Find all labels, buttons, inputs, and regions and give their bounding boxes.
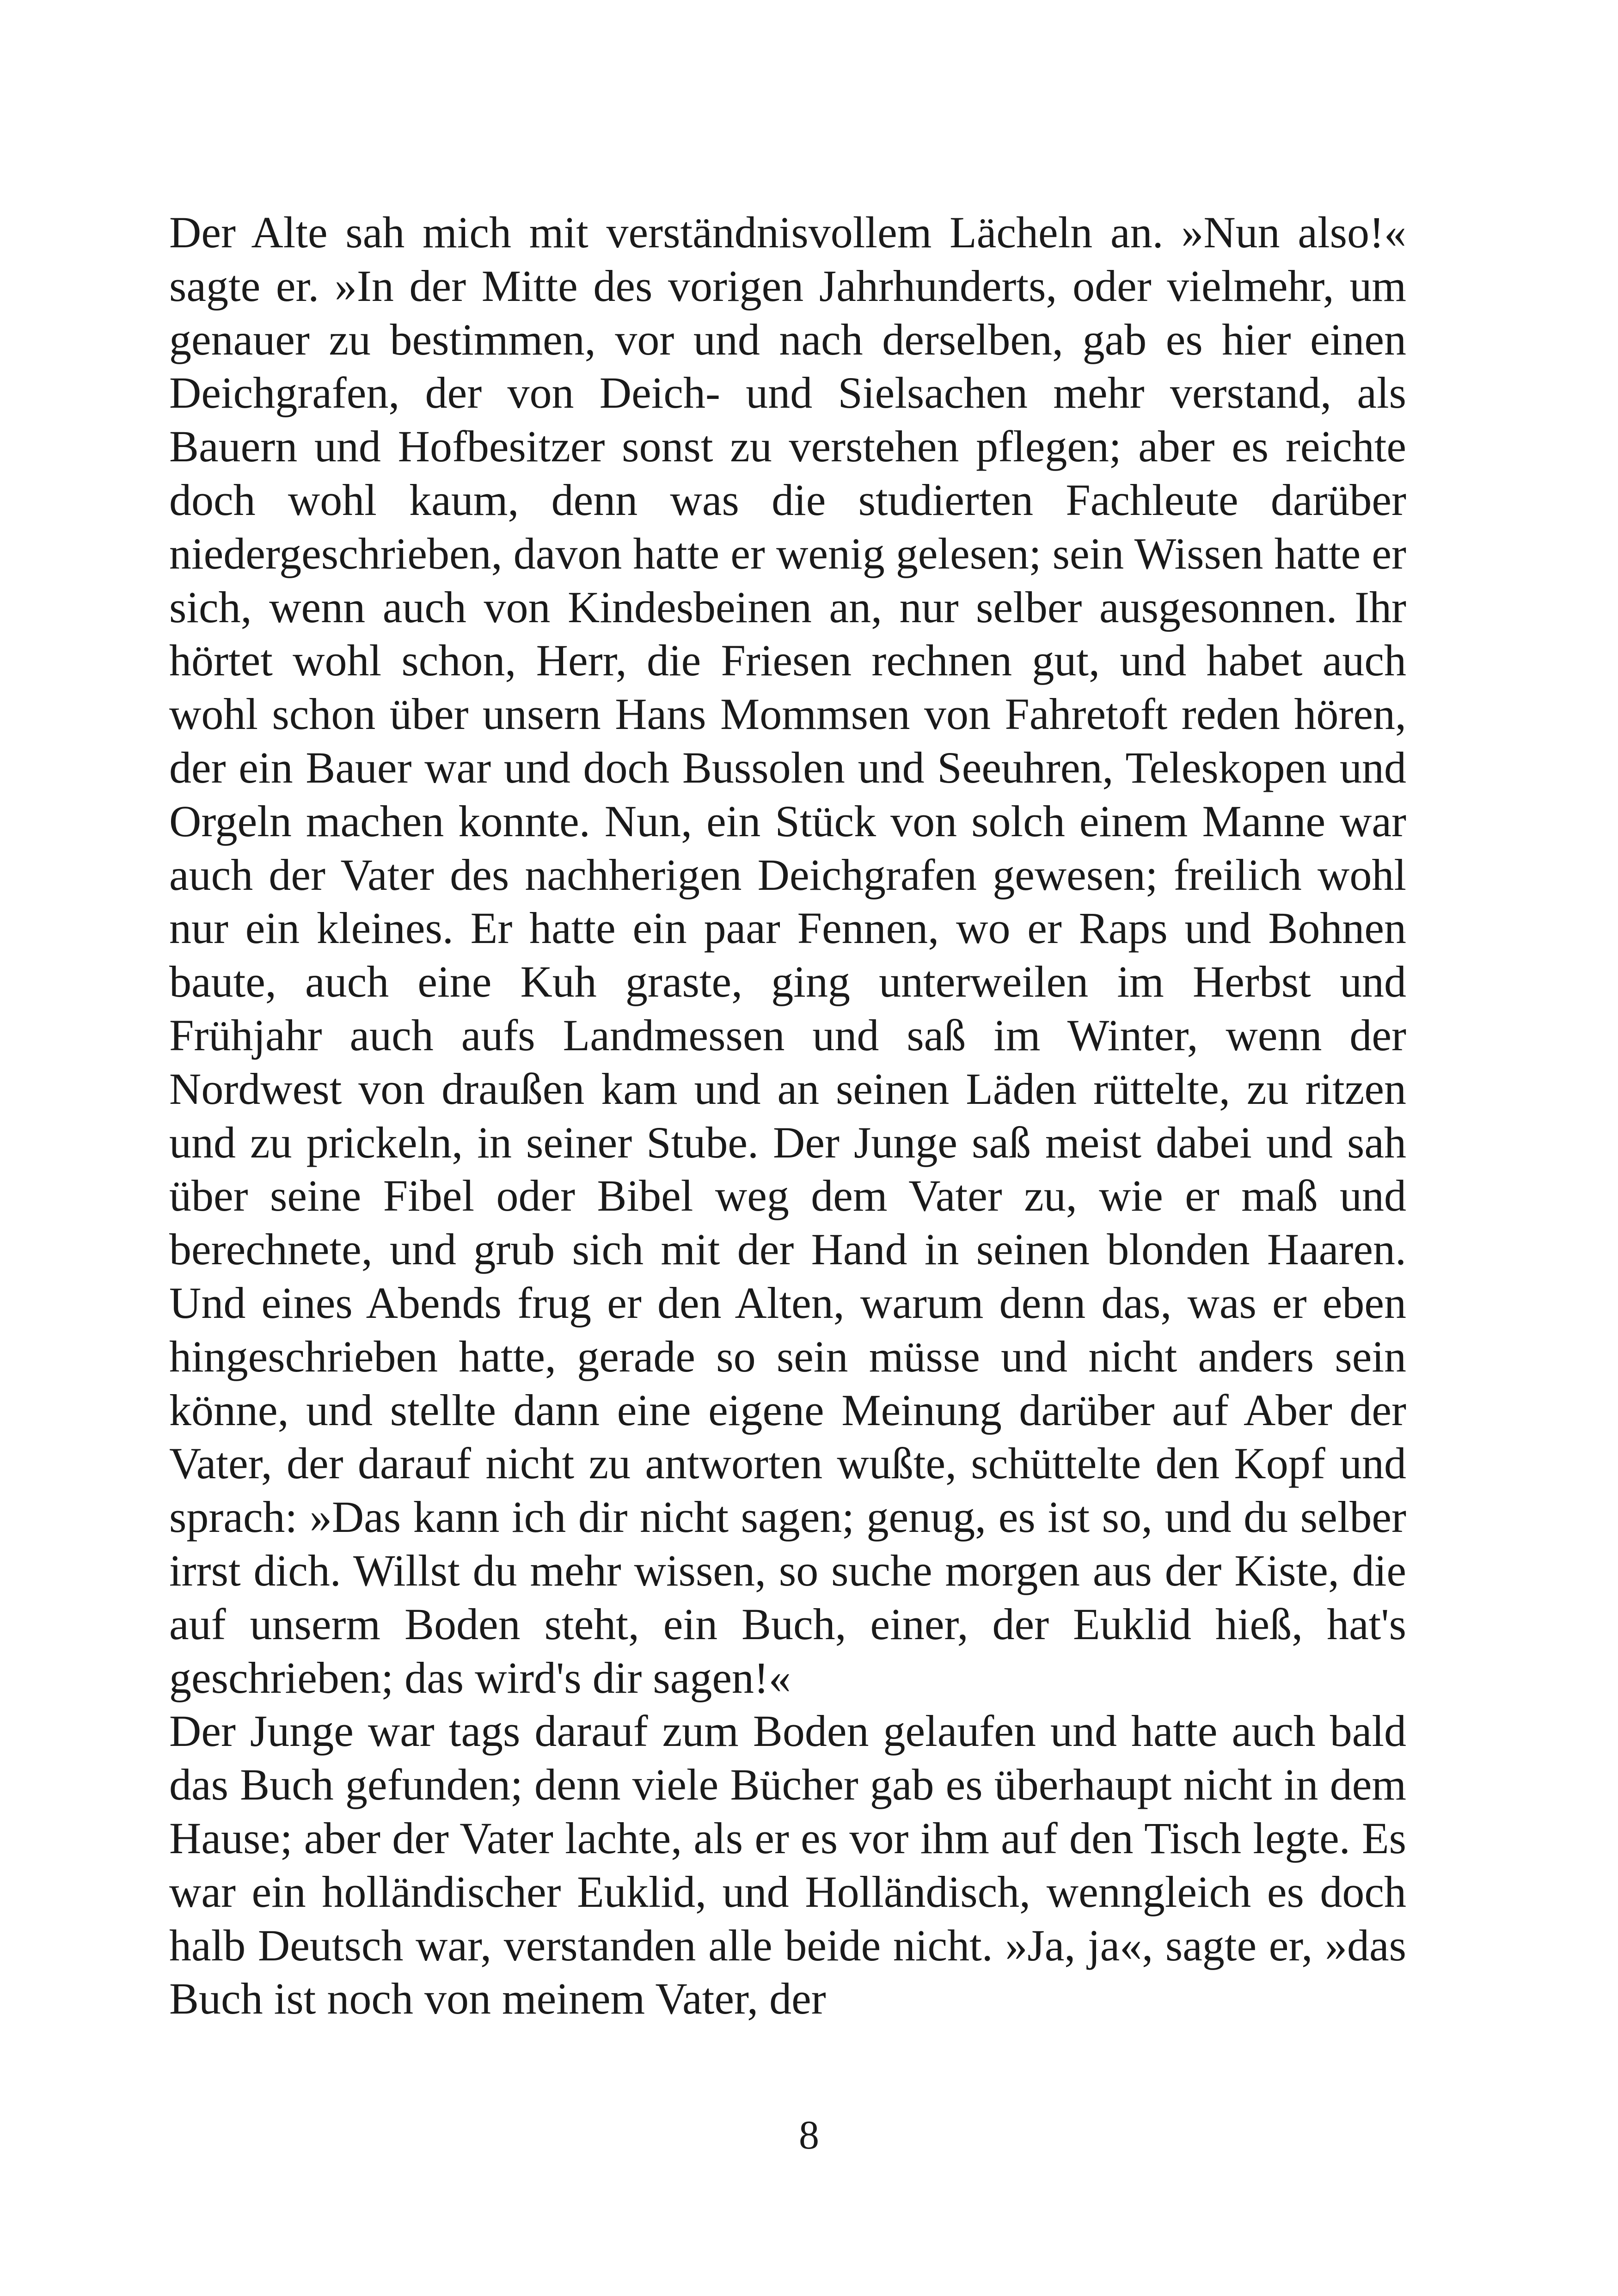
paragraph: Der Junge war tags darauf zum Boden gelaufen und hatte auch bald das Buch gefunden; denn viele Bücher gab es überhaupt nicht in dem Hause; aber der Vater lachte, als er es vor ihm auf den Tisch legte. Es war ein holländischer Euklid, und Holländisch, wenngleich es doch halb Deutsch war, verstanden alle beide nicht. »Ja, ja«, sagte er, »das Buch ist noch von meinem Vater, der [169,1706,1406,2024]
page-number: 8 [799,2113,819,2158]
body-text [169,206,1406,2026]
paragraph: Der Alte sah mich mit verständnisvollem Lächeln an. »Nun also!« sagte er. »In der Mitte des vorigen Jahrhunderts, oder vielmehr, um genauer zu bestimmen, vor und nach derselben, gab es hier einen Deichgrafen, der von Deich- und Sielsachen mehr verstand, als Bauern und Hofbesitzer sonst zu verstehen pflegen; aber es reichte doch wohl kaum, denn was die studierten Fachleute darüber niedergeschrieben, davon hatte er wenig gelesen; sein Wissen hatte er sich, wenn auch von Kindesbeinen an, nur selber ausgesonnen. Ihr hörtet wohl schon, Herr, die Friesen rechnen gut, und habet auch wohl schon über unsern Hans Mommsen von Fahretoft reden hören, der ein Bauer war und doch Bussolen und Seeuhren, Teleskopen und Orgeln machen konnte. Nun, ein Stück von solch einem Manne war auch der Vater des nachherigen Deichgrafen gewesen; freilich wohl nur ein kleines. Er hatte ein paar Fennen, wo er Raps und Bohnen baute, auch eine Kuh graste, ging unterweilen im Herbst und Frühjahr auch aufs Landmessen und saß im Winter, wenn der Nordwest von draußen kam und an seinen Läden rüttelte, zu ritzen und zu prickeln, in seiner Stube. Der Junge saß meist dabei und sah über seine Fibel oder Bibel weg dem Vater zu, wie er maß und berechnete, und grub sich mit der Hand in seinen blonden Haaren. Und eines Abends frug er den Alten, warum denn das, was er eben hingeschrieben hatte, gerade so sein müsse und nicht anders sein könne, und stellte dann eine eigene Meinung darüber auf Aber der Vater, der darauf nicht zu antworten wußte, schüttelte den Kopf und sprach: »Das kann ich dir nicht sagen; genug, es ist so, und du selber irrst dich. Willst du mehr wissen, so suche morgen aus der Kiste, die auf unserm Boden steht, ein Buch, einer, der Euklid hieß, hat's geschrieben; das wird's dir sagen!« [169,208,1406,1702]
